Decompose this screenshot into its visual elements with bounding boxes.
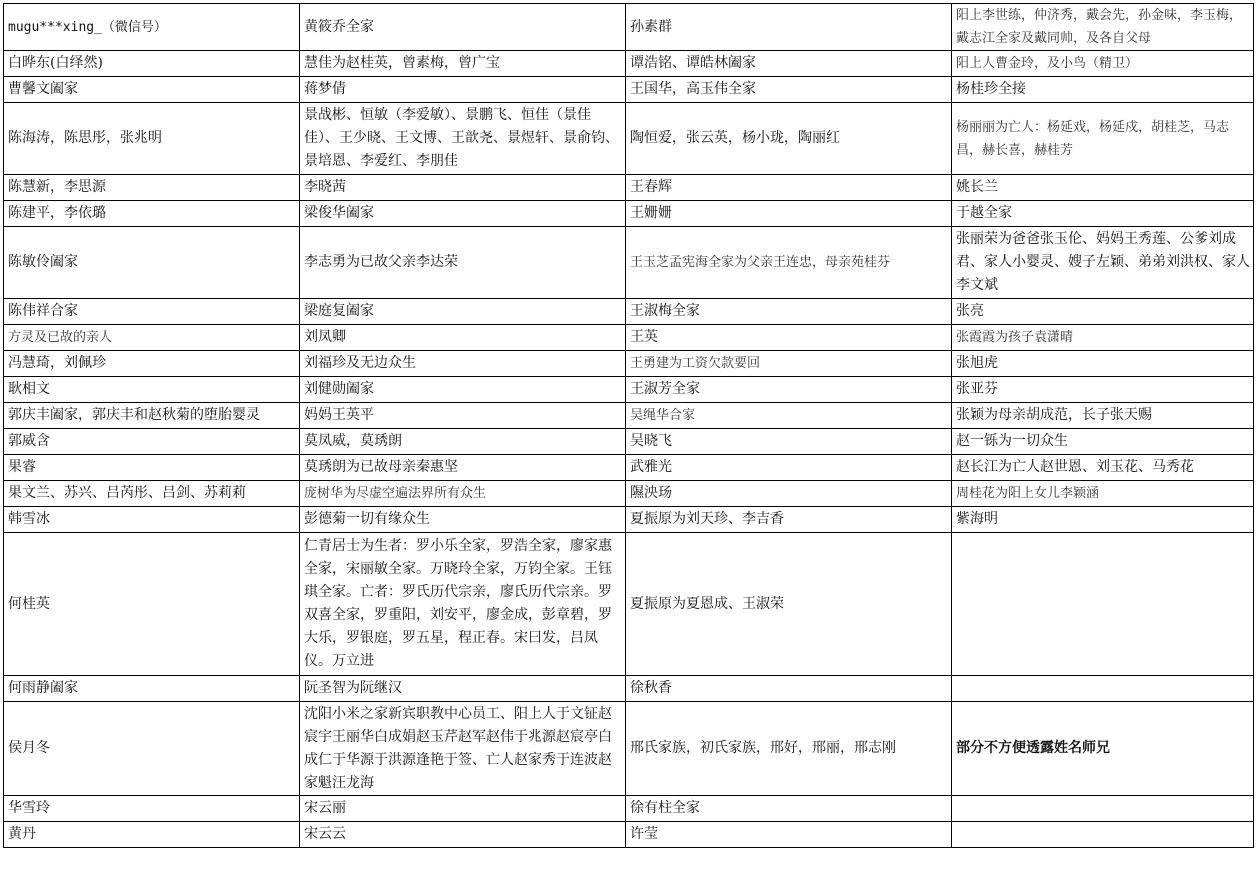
- table-cell: 慧佳为赵桂英，曾素梅，曾广宝: [300, 51, 626, 77]
- table-cell: 何雨静阖家: [4, 676, 300, 702]
- table-row: [4, 796, 1254, 822]
- table-cell: 刘健勋阖家: [300, 377, 626, 403]
- table-cell: 仁青居士为生者：罗小乐全家，罗浩全家，廖家惠全家，宋丽敏全家。万晓玲全家，万钧全家。王钰琪全家。亡者：罗氏历代宗亲，廖氏历代宗亲。罗双喜全家，罗重阳，刘安平，廖金成，彭章碧，罗大乐，罗银庭，罗五星，程正春。宋曰发，吕凤仪。万立进: [300, 533, 626, 676]
- table-cell: 莫琇朗为已故母亲秦惠坚: [300, 455, 626, 481]
- table-cell: 部分不方便透露姓名师兄: [952, 702, 1254, 796]
- table-cell: 景战彬、恒敏（李爱敏）、景鹏飞、恒佳（景佳佳）、王少晓、王文博、王歆尧、景煜轩、景俞钧、景培恩、李爱红、李朋佳: [300, 103, 626, 175]
- table-cell: 郭威含: [4, 429, 300, 455]
- table-cell: 周桂花为阳上女儿李颖涵: [952, 481, 1254, 507]
- table-row: [4, 455, 1254, 481]
- table-row: [4, 103, 1254, 175]
- table-row: [4, 533, 1254, 676]
- table-cell: 冯慧琦，刘佩珍: [4, 351, 300, 377]
- table-cell: 吴晓飞: [626, 429, 952, 455]
- table-cell: 吴绳华合家: [626, 403, 952, 429]
- table-cell: 果文兰、苏兴、吕芮彤、吕剑、苏莉莉: [4, 481, 300, 507]
- table-cell: 郭庆丰阖家，郭庆丰和赵秋菊的堕胎婴灵: [4, 403, 300, 429]
- table-cell: 于越全家: [952, 201, 1254, 227]
- table-cell: [952, 533, 1254, 676]
- table-cell: 姚长兰: [952, 175, 1254, 201]
- table-cell: 刘福珍及无边众生: [300, 351, 626, 377]
- table-cell: 耿相文: [4, 377, 300, 403]
- table-row: [4, 227, 1254, 299]
- table-cell: 莫凤威，莫琇朗: [300, 429, 626, 455]
- table-cell: 果睿: [4, 455, 300, 481]
- table-cell: 陈海涛，陈思彤，张兆明: [4, 103, 300, 175]
- table-cell: 徐有柱全家: [626, 796, 952, 822]
- table-cell: 庞树华为尽虚空遍法界所有众生: [300, 481, 626, 507]
- table-cell: 蒋梦倩: [300, 77, 626, 103]
- table-cell: 侯月冬: [4, 702, 300, 796]
- table-cell: [952, 676, 1254, 702]
- table-cell: 王勇建为工资欠款要回: [626, 351, 952, 377]
- table-cell: 彭德菊一切有缘众生: [300, 507, 626, 533]
- table-cell: 孙素群: [626, 4, 952, 51]
- table-row: [4, 77, 1254, 103]
- table-cell: 陈慧新，李思源: [4, 175, 300, 201]
- table-row: [4, 201, 1254, 227]
- table-cell: 阳上李世练，仲济秀，戴会先，孙金味，李玉梅，戴志江全家及戴同帅，及各自父母: [952, 4, 1254, 51]
- table-cell: 武雅光: [626, 455, 952, 481]
- table-row: [4, 377, 1254, 403]
- table-cell: 韩雪冰: [4, 507, 300, 533]
- name-list-table: [3, 3, 1254, 848]
- table-cell: 隰泱玚: [626, 481, 952, 507]
- table-cell: 沈阳小米之家新宾职教中心员工、阳上人于文钲赵宸宇王丽华白成娟赵玉芹赵军赵伟于兆源赵宸亭白成仁于华源于洪源逢艳于签、亡人赵家秀于连波赵家魁汪龙海: [300, 702, 626, 796]
- table-cell: 紫海明: [952, 507, 1254, 533]
- table-row: [4, 51, 1254, 77]
- table-row: [4, 325, 1254, 351]
- table-cell: 邢氏家族，初氏家族，邢好，邢丽，邢志刚: [626, 702, 952, 796]
- table-cell: 杨丽丽为亡人：杨延戏，杨延戍，胡桂芝，马志昌，赫长喜，赫桂芳: [952, 103, 1254, 175]
- table-cell: 刘凤卿: [300, 325, 626, 351]
- table-cell: 谭浩铭、谭皓林阖家: [626, 51, 952, 77]
- table-cell: 何桂英: [4, 533, 300, 676]
- table-cell: 陈伟祥合家: [4, 299, 300, 325]
- table-row: [4, 403, 1254, 429]
- table-cell: 徐秋香: [626, 676, 952, 702]
- table-cell: 王国华，高玉伟全家: [626, 77, 952, 103]
- table-cell: 王姗姗: [626, 201, 952, 227]
- table-cell: 夏振原为夏恩成、王淑荣: [626, 533, 952, 676]
- table-cell: 杨桂珍全接: [952, 77, 1254, 103]
- table-cell: 张丽荣为爸爸张玉伦、妈妈王秀莲、公爹刘成君、家人小婴灵、嫂子左颖、弟弟刘洪权、家人李文斌: [952, 227, 1254, 299]
- table-row: [4, 4, 1254, 51]
- table-cell: 李晓茜: [300, 175, 626, 201]
- table-cell: [952, 796, 1254, 822]
- table-row: [4, 676, 1254, 702]
- table-row: [4, 702, 1254, 796]
- table-cell: 梁庭复阖家: [300, 299, 626, 325]
- table-cell: 张颖为母亲胡成范，长子张天赐: [952, 403, 1254, 429]
- table-cell: 方灵及已故的亲人: [4, 325, 300, 351]
- table-cell: 陈建平，李依璐: [4, 201, 300, 227]
- table-cell: 阳上人曹金玲，及小鸟（精卫）: [952, 51, 1254, 77]
- table-cell: 王淑芳全家: [626, 377, 952, 403]
- table-cell: 张亮: [952, 299, 1254, 325]
- table-cell: 宋云云: [300, 822, 626, 848]
- table-cell: [952, 822, 1254, 848]
- table-cell: 曹馨文阖家: [4, 77, 300, 103]
- table-cell: 赵一铄为一切众生: [952, 429, 1254, 455]
- table-cell: mugu***xing_（微信号）: [4, 4, 300, 51]
- table-cell: 张旭虎: [952, 351, 1254, 377]
- table-cell: 白晔东(白绎然): [4, 51, 300, 77]
- table-cell: 黄筱乔全家: [300, 4, 626, 51]
- table-row: [4, 429, 1254, 455]
- table-cell: 黄丹: [4, 822, 300, 848]
- table-cell: 张亚芬: [952, 377, 1254, 403]
- table-cell: 王玉芝孟宪海全家为父亲王连忠，母亲苑桂芬: [626, 227, 952, 299]
- table-cell: 王春辉: [626, 175, 952, 201]
- table-row: [4, 822, 1254, 848]
- table-cell: 梁俊华阖家: [300, 201, 626, 227]
- table-row: [4, 481, 1254, 507]
- table-cell: 王淑梅全家: [626, 299, 952, 325]
- table-cell: 赵长江为亡人赵世恩、刘玉花、马秀花: [952, 455, 1254, 481]
- table-cell: 陶恒爱，张云英，杨小珑，陶丽红: [626, 103, 952, 175]
- table-cell: 夏振原为刘天珍、李吉香: [626, 507, 952, 533]
- table-cell: 王英: [626, 325, 952, 351]
- table-cell: 李志勇为已故父亲李达荣: [300, 227, 626, 299]
- table-cell: 许莹: [626, 822, 952, 848]
- table-cell: 妈妈王英平: [300, 403, 626, 429]
- table-row: [4, 507, 1254, 533]
- table-row: [4, 175, 1254, 201]
- table-cell: 阮圣智为阮继汉: [300, 676, 626, 702]
- table-cell: 宋云丽: [300, 796, 626, 822]
- table-row: [4, 351, 1254, 377]
- table-cell: 华雪玲: [4, 796, 300, 822]
- table-row: [4, 299, 1254, 325]
- table-cell: 陈敏伶阖家: [4, 227, 300, 299]
- table-cell: 张霞霞为孩子袁潇晴: [952, 325, 1254, 351]
